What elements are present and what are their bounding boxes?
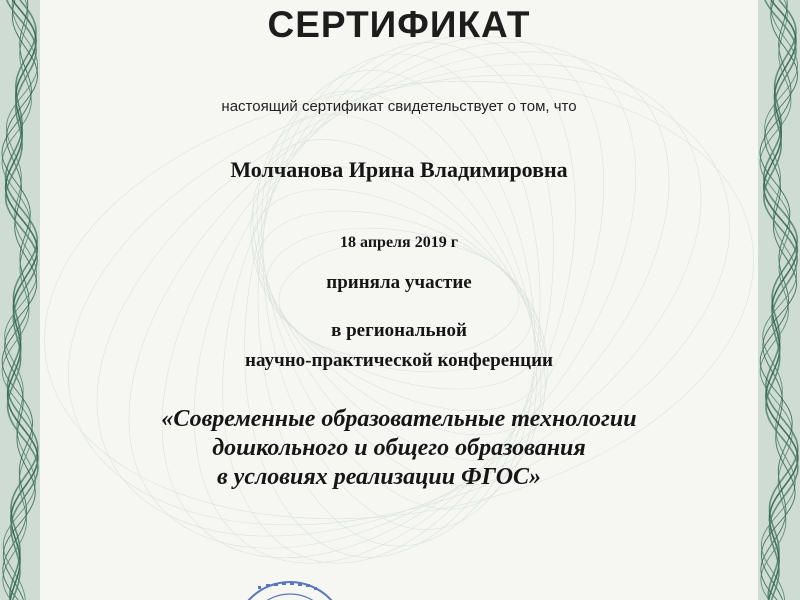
recipient-name: Молчанова Ирина Владимировна <box>230 157 568 182</box>
conference-theme <box>40 405 758 492</box>
theme-line: в условиях реализации ФГОС» <box>216 464 542 490</box>
conference-line: научно-практической конференции <box>245 350 553 371</box>
certificate-title: СЕРТИФИКАТ <box>267 4 531 45</box>
participation-text: приняла участие <box>326 272 472 293</box>
theme-line: «Современные образовательные технологии <box>161 406 637 432</box>
theme-line: дошкольного и общего образования <box>212 435 586 461</box>
stamp-icon <box>230 578 350 600</box>
conference-description <box>40 316 758 376</box>
event-date: 18 апреля 2019 г <box>340 234 458 251</box>
certificate-intro: настоящий сертификат свидетельствует о том, что <box>221 98 577 115</box>
conference-line: в региональной <box>331 320 467 341</box>
certificate-text <box>40 0 758 600</box>
